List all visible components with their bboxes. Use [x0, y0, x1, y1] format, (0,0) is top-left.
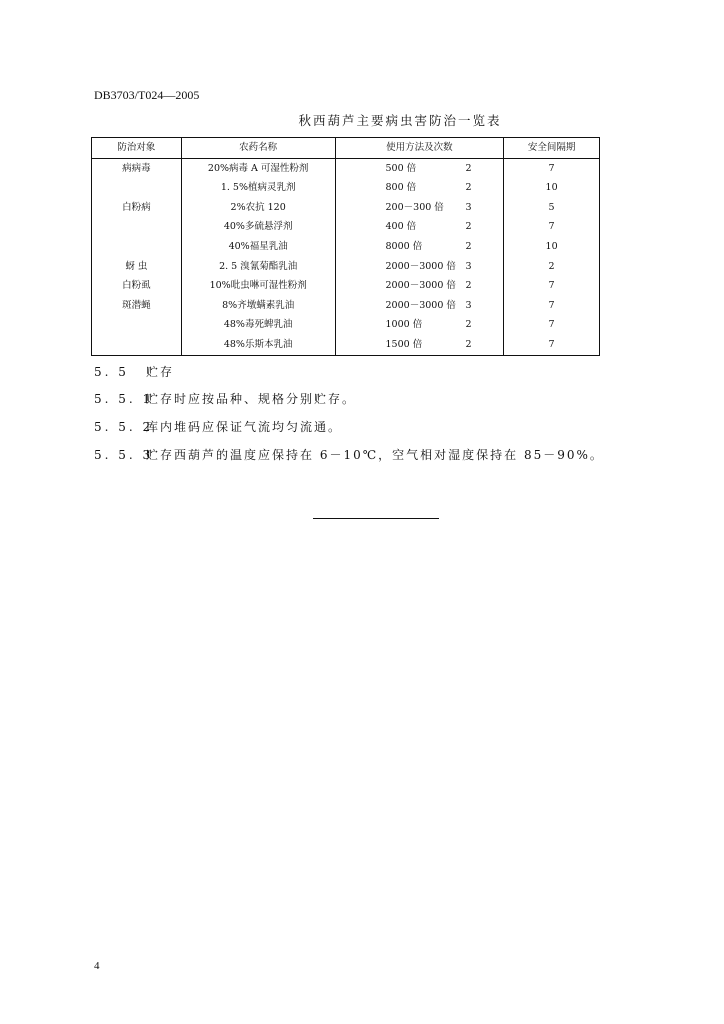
usage-cell — [335, 296, 504, 316]
times-text: 3 — [465, 299, 472, 311]
pesticide-cell: 48%乐斯本乳油 — [181, 335, 335, 355]
table-title: 秋西葫芦主要病虫害防治一览表 — [298, 113, 502, 128]
dose-text: 2000－3000 倍 — [385, 299, 456, 311]
section-text: 贮存 — [146, 365, 175, 379]
interval-cell: 7 — [548, 338, 555, 350]
target-cell: 蚜 虫 — [92, 257, 182, 277]
section-number: 5. 5 — [94, 365, 129, 379]
target-cell — [92, 335, 182, 355]
document-code: DB3703/T024—2005 — [94, 88, 200, 102]
target-cell — [92, 315, 182, 335]
pesticide-cell: 1. 5%植病灵乳剂 — [181, 178, 335, 198]
usage-cell — [335, 335, 504, 355]
interval-cell: 7 — [548, 221, 555, 233]
pesticide-cell: 48%毒死蜱乳油 — [181, 315, 335, 335]
target-cell — [92, 217, 182, 237]
target-cell: 白粉病 — [92, 198, 182, 218]
section-paragraph — [94, 418, 342, 435]
section-number: 5. 5. 3 — [94, 448, 154, 462]
usage-cell — [335, 257, 504, 277]
pesticide-cell: 40%福星乳油 — [181, 237, 335, 257]
column-header: 防治对象 — [92, 138, 182, 159]
times-text: 2 — [465, 221, 472, 233]
dose-text: 2000－3000 倍 — [385, 280, 456, 292]
pesticide-cell: 10%吡虫啉可湿性粉剂 — [181, 276, 335, 296]
times-text: 2 — [465, 338, 472, 350]
dose-text: 1000 倍 — [385, 319, 423, 331]
times-text: 3 — [465, 260, 472, 272]
times-text: 3 — [465, 201, 472, 213]
usage-cell — [335, 237, 504, 257]
interval-cell: 7 — [548, 319, 555, 331]
target-cell: 斑潜蝇 — [92, 296, 182, 316]
section-paragraph — [94, 446, 604, 463]
table-row — [92, 198, 600, 218]
section-number: 5. 5. 2 — [94, 420, 154, 434]
table-row — [92, 158, 600, 178]
usage-cell — [335, 178, 504, 198]
interval-cell: 5 — [548, 201, 555, 213]
dose-text: 800 倍 — [385, 182, 417, 194]
pesticide-cell: 2. 5 溴氰菊酯乳油 — [181, 257, 335, 277]
interval-cell: 2 — [548, 260, 555, 272]
table-row — [92, 315, 600, 335]
interval-cell: 7 — [548, 299, 555, 311]
usage-cell — [335, 315, 504, 335]
column-header: 安全间隔期 — [504, 138, 600, 159]
usage-cell — [335, 198, 504, 218]
end-rule — [313, 518, 439, 519]
table-row — [92, 257, 600, 277]
pesticide-cell: 40%多硫悬浮剂 — [181, 217, 335, 237]
times-text: 2 — [465, 240, 472, 252]
pest-control-table — [91, 137, 600, 356]
dose-text: 200－300 倍 — [385, 201, 444, 213]
table-row — [92, 237, 600, 257]
section-text: 贮存西葫芦的温度应保持在 6－10℃，空气相对湿度保持在 85－90%。 — [146, 448, 604, 462]
section-number: 5. 5. 1 — [94, 392, 154, 406]
target-cell: 病病毒 — [92, 158, 182, 178]
times-text: 2 — [465, 319, 472, 331]
table-header-row — [92, 138, 600, 159]
usage-cell — [335, 158, 504, 178]
target-cell — [92, 237, 182, 257]
pesticide-cell: 20%病毒 A 可湿性粉剂 — [181, 158, 335, 178]
dose-text: 8000 倍 — [385, 240, 423, 252]
target-cell: 白粉虱 — [92, 276, 182, 296]
pesticide-cell: 2%农抗 120 — [181, 198, 335, 218]
column-header: 使用方法及次数 — [335, 138, 504, 159]
dose-text: 500 倍 — [385, 162, 417, 174]
table-row — [92, 276, 600, 296]
dose-text: 400 倍 — [385, 221, 417, 233]
usage-cell — [335, 276, 504, 296]
interval-cell: 7 — [548, 280, 555, 292]
table-row — [92, 296, 600, 316]
interval-cell: 7 — [548, 162, 555, 174]
interval-cell: 10 — [545, 182, 558, 194]
section-heading — [94, 363, 174, 380]
table-row — [92, 217, 600, 237]
table-row — [92, 335, 600, 355]
pesticide-cell: 8%齐墩螨素乳油 — [181, 296, 335, 316]
target-cell — [92, 178, 182, 198]
section-paragraph — [94, 390, 356, 407]
table-row — [92, 178, 600, 198]
section-text: 贮存时应按品种、规格分别贮存。 — [146, 392, 357, 406]
page-number: 4 — [94, 960, 100, 972]
times-text: 2 — [465, 162, 472, 174]
times-text: 2 — [465, 280, 472, 292]
interval-cell: 10 — [545, 240, 558, 252]
section-text: 库内堆码应保证气流均匀流通。 — [146, 420, 343, 434]
usage-cell — [335, 217, 504, 237]
dose-text: 2000－3000 倍 — [385, 260, 456, 272]
column-header: 农药名称 — [181, 138, 335, 159]
dose-text: 1500 倍 — [385, 338, 423, 350]
times-text: 2 — [465, 182, 472, 194]
